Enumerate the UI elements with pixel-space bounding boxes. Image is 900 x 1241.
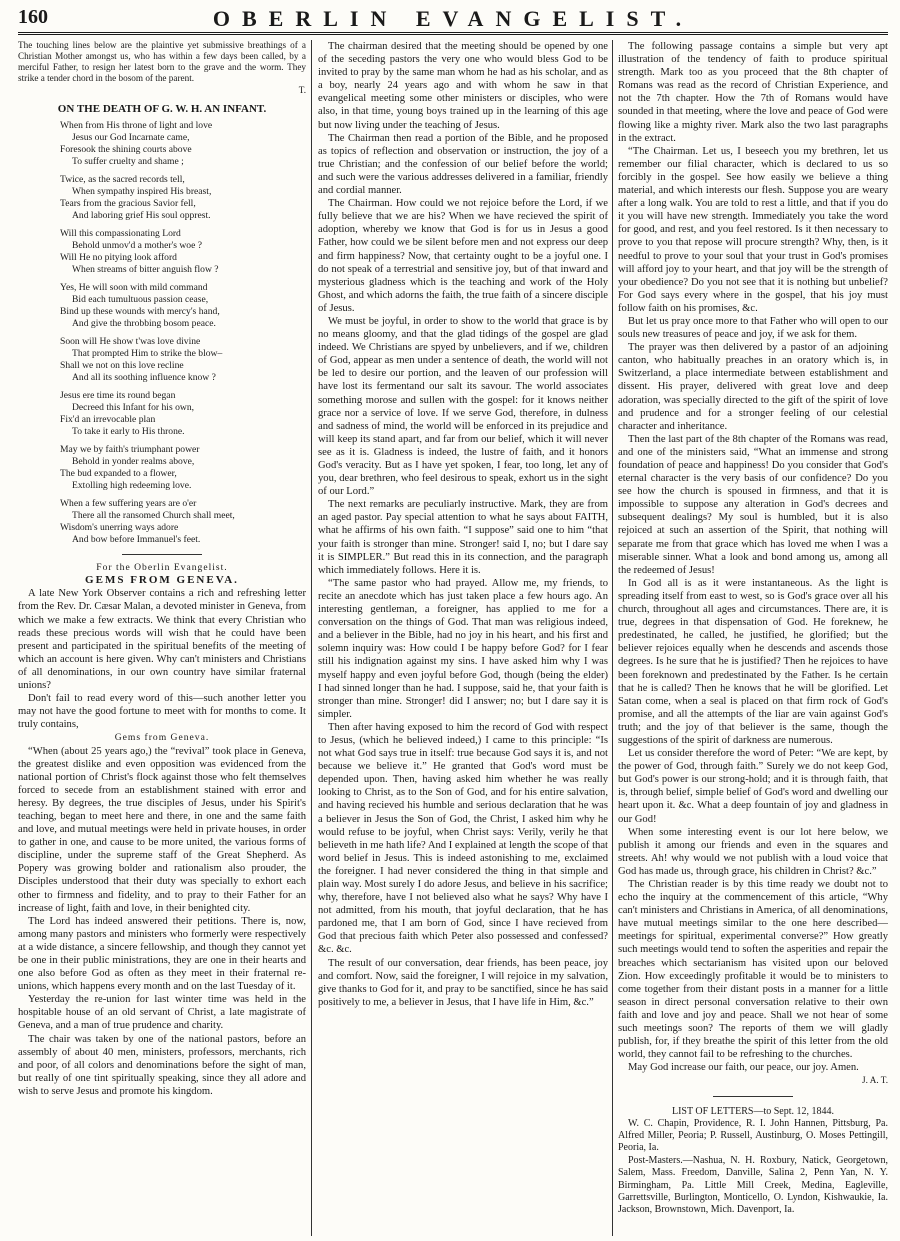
poem-line: When sympathy inspired His breast, (72, 186, 212, 198)
article-paragraph: “The same pastor who had prayed. Allow me, my friends, to recite an anecdote which has just taken place a few hours ago. An interesting gentleman, a foreigner, has applied to me for a conversation on the things of God. That man was religious indeed, and a believer in the Bible, had no joy in his heart, and his first and solemn inquiry was: How could I be happy before God? for I fear still his indignation against my sins. I have asked him why I was myself happy and even joyful before God, though (being the elder) I had sinned longer than he had. I suppose, said he, that your faith is stronger than mine. Stronger! did I answer; no; but I dare say it is simpler. (318, 577, 608, 720)
column-2 (318, 40, 608, 1236)
article-paragraph: The Chairman then read a portion of the Bible, and he proposed as topics of reflection and observation or instruction, the joy of a true Christian; and the confession of our belief before the world; and such were the various addresses delivered in a familiar, friendly and cordial manner. (318, 132, 608, 197)
poem-line: Foresook the shining courts above (60, 144, 192, 156)
poem-line: The bud expanded to a flower, (60, 468, 177, 480)
article-paragraph: The prayer was then delivered by a pastor of an adjoining canton, who habitually preaches in an oratory which is, in Switzerland, a place intermediate between establishment and dissent. His prayer, delivered with great love and deep adoration, was specially directed to the gift of the spirit of love and prudence and for a stronger feeling of our celestial character and inheritance. (618, 342, 888, 432)
poem-line: To suffer cruelty and shame ; (72, 156, 184, 168)
poem-line: Will He no pitying look afford (60, 252, 177, 264)
poem-line: And give the throbbing bosom peace. (72, 318, 216, 330)
article-paragraph: The Chairman. How could we not rejoice before the Lord, if we fully believe that we are his? When we have recieved the spirit of adoption, whereby we know that God is for us in Jesus a good Father, how could we be silent before men and not express our deep and firm happiness? Now, that certainty ought to be a joyful one. I do not speak of a terrestrial and sensitive joy, but of that inward and mysterious gladness which is the teaching and work of the Holy Ghost, and which adorns the faith, the true faith of a sincere disciple of Jesus. (318, 198, 608, 314)
poem-stanza (60, 282, 306, 330)
poem-line: Behold in yonder realms above, (72, 456, 195, 468)
poem-intro: The touching lines below are the plaintive yet submissive breathings of a Christian Mother amongst us, who has within a few days been called, by a merciful Father, to resign her latest born to the grave and the worm. They strike a tender chord in the bosom of the parent. (18, 40, 306, 83)
for-line: For the Oberlin Evangelist. (96, 562, 228, 574)
poem-line: Will this compassionating Lord (60, 228, 181, 240)
article-paragraph: Then the last part of the 8th chapter of the Romans was read, and one of the ministers said, “What an immense and strong foundation of peace and happiness! Do you consider that God's eternal character is the very basis of our confidence? Do you see how the church is spoused in firmness, and that it is impossible to suppose any alteration in God's decrees and subsequent dealings? My soul is humbled, but it is also rejoiced at such an assertion of the Spirit, that nothing will separate me from that grace which has loved me when I was a miserable sinner. What a look and bond among us, among all the redeemed of Jesus! (618, 433, 888, 576)
poem-line: When a few suffering years are o'er (60, 498, 197, 510)
poem-line: And all its soothing influence know ? (72, 372, 216, 384)
poem-line: Jesus our God Incarnate came, (72, 132, 190, 144)
letters-list: W. C. Chapin, Providence, R. I. John Hannen, Pittsburg, Pa. Alfred Miller, Peoria; P. Russell, Austinburg, O. Moses Pettingill, Peoria, Ia. (618, 1117, 888, 1154)
article-paragraph: The next remarks are peculiarly instructive. Mark, they are from an aged pastor. Pay special attention to what he says about FAITH, what he affirms of his own faith. “I suppose” said one to him “that your faith is stronger than mine. Stronger! said I, no; but I dare say it is SIMPLER.” But read this in its connection, and the paragraph which immediately follows. Here it is. (318, 499, 608, 576)
intro-signature: T. (298, 85, 306, 95)
poem-line: Twice, as the sacred records tell, (60, 174, 185, 186)
poem-line: That prompted Him to strike the blow– (72, 348, 223, 360)
poem-stanza (60, 228, 306, 276)
article-paragraph: “When (about 25 years ago,) the “revival” took place in Geneva, the greatest dislike and even opposition was evidenced from the national portion of Christ's flock against those who felt themselves forced to secede from an establishment stained with error and heresy. By degrees, the true disciples of Jesus, under his Spirit's teaching, began to meet here and there, in one and the same faith and love, and mutual meetings were held in private houses, in order to gather in one, and cause to be more united, the various forms of discipline, under the supreme staff of the Great Shepherd. As Popery was growing bolder and rationalism also prouder, the Disciples understood that their duty was specially to exhort each other to firmness and fidelity, and to pray to their Father for an increase of light, faith and love, in their benighted city. (18, 745, 306, 914)
poem-line: When streams of bitter anguish flow ? (72, 264, 219, 276)
poem-body (18, 120, 306, 546)
poem-line: To take it early to His throne. (72, 426, 185, 438)
poem-stanza (60, 390, 306, 438)
poem-stanza (60, 444, 306, 492)
article-paragraph: A late New York Observer contains a rich and refreshing letter from the Rev. Dr. Cæsar Malan, a devoted minister in Geneva, from which we make a few extracts. We think that every Christian who reads these precious words will wish that he could have been present and participated in the spiritual benefits of the meeting of which an account is here given. Why can't ministers and Christians of all denominations, in our own country have similar fraternal unions? (18, 588, 306, 692)
article-paragraph: But let us pray once more to that Father who will open to our souls new treasures of peace and joy, if we ask for them. (618, 315, 888, 341)
column-divider (311, 40, 312, 1236)
article-paragraph: The Christian reader is by this time ready we doubt not to echo the inquiry at the commencement of this article, “Why can't ministers and Christians in America, of all denominations, have mutual meetings similar to the one here described—meetings for spiritual, experimental converse?” How greatly such meetings would tend to soften the asperities and repair the breaches which sectarianism has visited upon our beloved Zion. How exceedingly profitable it would be to ministers to come together from their distant posts in a manner for a little season in direct personal conversation relative to their own faith and love and joy and peace. Shall we not hear of some such meetings soon? The reports of them we will gladly publish, for, if they breathe the spirit of this letter from the old world, they cannot fail to be refreshing to the churches. (618, 879, 888, 1061)
column-1 (18, 40, 306, 1236)
article-paragraph: Don't fail to read every word of this—such another letter you may not have the good fortune to meet with for months to come. It truly contains, (18, 693, 306, 731)
poem-line: There all the ransomed Church shall meet, (72, 510, 235, 522)
article-paragraph: May God increase our faith, our peace, our joy. Amen. (628, 1062, 859, 1074)
article-paragraph: The chair was taken by one of the national pastors, before an assembly of about 40 men, ministers, professors, merchants, rich and poor, of all colors and denominations before the sight of man, but really of one tint spiritually speaking, since they all adore and wish to serve Jesus and promote his kingdom. (18, 1033, 306, 1097)
article-paragraph: In God all is as it were instantaneous. As the light is spreading itself from east to west, so is God's grace over all his church, throughout all ages and circumstances. There are, it is true, degrees in that dispensation of God. He foreknew, he predestinated, he called, he justified, he glorified; but the believer rejoices equally when he descends and ascends those degrees. Is he sure that he is justified? Then he rejoices to have been foreknown and predestinated by the Father. Is he certain that he is called? Then he knows that he will be glorified. Let Satan come, when a seal is placed on that firm rock of God's promise, and all the attempts of the liar are vain against God's truth; and the joy of that believer is the same, though the suggestions of the spirit of darkness are numerous. (618, 577, 888, 746)
poem-line: Shall we not on this love recline (60, 360, 184, 372)
poem-line: Fix'd an irrevocable plan (60, 414, 156, 426)
column-divider (612, 40, 613, 1236)
poem-line: May we by faith's triumphant power (60, 444, 200, 456)
page-number: 160 (18, 6, 48, 28)
poem-line: And laboring grief His soul opprest. (72, 210, 211, 222)
gems-heading: GEMS FROM GENEVA. (85, 574, 239, 587)
poem-line: Tears from the gracious Savior fell, (60, 198, 196, 210)
poem-line: Jesus ere time its round began (60, 390, 176, 402)
section-divider (713, 1096, 793, 1097)
article-paragraph: The result of our conversation, dear friends, has been peace, joy and comfort. Now, said the foreigner, I will rejoice in my salvation, give thanks to God for it, and pray to be sanctified, since he has said positively to me, a believer in Jesus, that I have life in Him, &c.” (318, 957, 608, 1008)
article-signature: J. A. T. (862, 1075, 888, 1086)
section-divider (122, 554, 202, 555)
article-paragraph: When some interesting event is our lot here below, we publish it among our friends and even in the squares and streets. Ah! why would we not publish with a loud voice that God has made us, through grace, his children in Christ? &c.” (618, 826, 888, 877)
article-paragraph: The Lord has indeed answered their petitions. There is, now, among many pastors and ministers who formerly were respectively at a wide distance, a sincere fellowship, and though they cannot yet be one in their public ministrations, they are one in their hearts and one also before God as often as they meet in their fraternal re-unions, which happens every month and on the last Tuesday of it. (18, 915, 306, 993)
poem-line: And bow before Immanuel's feet. (72, 534, 201, 546)
letters-heading: LIST OF LETTERS—to Sept. 12, 1844. (671, 1105, 835, 1117)
poem-line: Decreed this Infant for his own, (72, 402, 195, 414)
poem-line: When from His throne of light and love (60, 120, 213, 132)
masthead (18, 6, 888, 35)
page-title: OBERLIN EVANGELIST. (212, 6, 694, 31)
poem-line: Bid each tumultuous passion cease, (72, 294, 209, 306)
poem-stanza (60, 120, 306, 168)
article-paragraph: Let us consider therefore the word of Peter: “We are kept, by the power of God, through faith.” Surely we do not keep God, but God's power is our strong-hold; and it is through faith, that is, through belief, simple belief of God's word and dwelling our heart upon it. &c. What a deep fountain of joy and gladness in our God! (618, 748, 888, 825)
article-paragraph: We must be joyful, in order to show to the world that grace is by no means gloomy, and that the glad tidings of the gospel are glad indeed. We Christians are spyed by unbelievers, and if we, children of God, appear as men under a sentence of death, the world will not be led to desire our portion, and the leaven of our profession will have lost its fermentand our salt its savour. The world associates something morose and sullen with the gospel: for it knows neither grace nor a service of love. If we serve God, therefore, in dulness and sadness of mind, the world will be enforced in its prejudice and will keep its stand apart, and far from our belief, which it will never see as it is. Gladness is indeed, the lustre of faith, and it honors God's veracity. But as I have yet spoken, I fear, too long, let any of you, dear brethren, who feel desirous to speak, exhort us in the sight of our Lord.” (318, 315, 608, 498)
poem-line: Extolling high redeeming love. (72, 480, 192, 492)
poem-line: Wisdom's unerring ways adore (60, 522, 179, 534)
poem-line: Soon will He show t'was love divine (60, 336, 201, 348)
poem-line: Bind up these wounds with mercy's hand, (60, 306, 220, 318)
article-paragraph: Then after having exposed to him the record of God with respect to Jesus, (which he believed indeed,) I came to this principle: “Is not what God says true in itself: true because God says it is, and not because we believe it.” He granted that God's word must be depended upon. Then, having asked him whether he was really looking to Christ, as to the Son of God, and for his entire salvation, and having recieved his humble and serious declaration that he was a believer in Jesus the Son of God, the Christ, I asked him why he would refuse to be joyful, when Christ says: Verily, verily he that believeth in me hath life? And I explained at length the scope of that word belief in Jesus. This is indeed astonishing to me, exclaimed the foreigner. I had never considered the thing in that simple and plain way. Most surely I do adore Jesus, and believe in his sacrifice; why, therefore, have I not believed also what he says? Why have I not admitted, from his mouth, that joyful declaration, that he has pardoned me, that I am born of God, since I have recieved from God that precious faith which Peter also possessed and confessed? &c. &c. (318, 721, 608, 956)
poem-stanza (60, 336, 306, 384)
article-paragraph: Yesterday the re-union for last winter time was held in the hospitable house of an old servant of Christ, a late magistrate of Geneva, and a man of true prudence and charity. (18, 994, 306, 1032)
gems-subheading: Gems from Geneva. (114, 732, 210, 744)
poem-stanza (60, 174, 306, 222)
column-3 (618, 40, 888, 1236)
poem-stanza (60, 498, 306, 546)
poem-line: Yes, He will soon with mild command (60, 282, 208, 294)
poem-title: ON THE DEATH OF G. W. H. AN INFANT. (57, 103, 267, 116)
article-paragraph: The following passage contains a simple but very apt illustration of the tendency of faith to produce spiritual strength. Mark too as you proceed that the 8th chapter of Romans was read as the record of Christian Experience, and not the 7th chapter. How the 7th of Romans would have sounded in that meeting, where the love and peace of God were flowing like a mighty river. Mark also the two last paragraphs in the extract. (618, 41, 888, 144)
article-paragraph: The chairman desired that the meeting should be opened by one of the seceding pastors the very one who would bless God to be invited to pray by the same man whom he had as his scholar, and as a boy, nearly 24 years ago and with whom he saw in that evangelical meeting some other ministers or disciples, who were also, in that time, young boys trained up in the learning of this age but now living under the teaching of Jesus. (318, 41, 608, 131)
poem-line: Behold unmov'd a mother's woe ? (72, 240, 203, 252)
article-paragraph: “The Chairman. Let us, I beseech you my brethren, let us remember our filial character, which is declared to us so forcibly in the gospel. See how easily we believe a thing material, and which interests our flesh. Suppose you are weary after a long walk. You are told to rest a little, and that if you do it you will have new strength. Immediately you take the word for good, and rest, and you feel restored. Is it then necessary to prove to you that repose will procure strength? Why, then, is it needful to prove to your soul that your trust in God's promises will afford joy to your heart, and that joy will be the strength of your obedience? Do you not see that it is nothing but unbelief? For God says every where in the gospel, that his joy must follow faith on his promises, &c. (618, 145, 888, 314)
postmasters-list: Post-Masters.—Nashua, N. H. Roxbury, Natick, Georgetown, Salem, Mass. Freedom, Danville, Salina 2, Penn Yan, N. Y. Birmingham, Pa. Little Mill Creek, Medina, Eagleville, Garrettsville, Burlington, Monticello, O. Lyndon, Kishwaukie, Ia. Jackson, Brownstown, Mich. Davenport, Ia. (618, 1154, 888, 1216)
